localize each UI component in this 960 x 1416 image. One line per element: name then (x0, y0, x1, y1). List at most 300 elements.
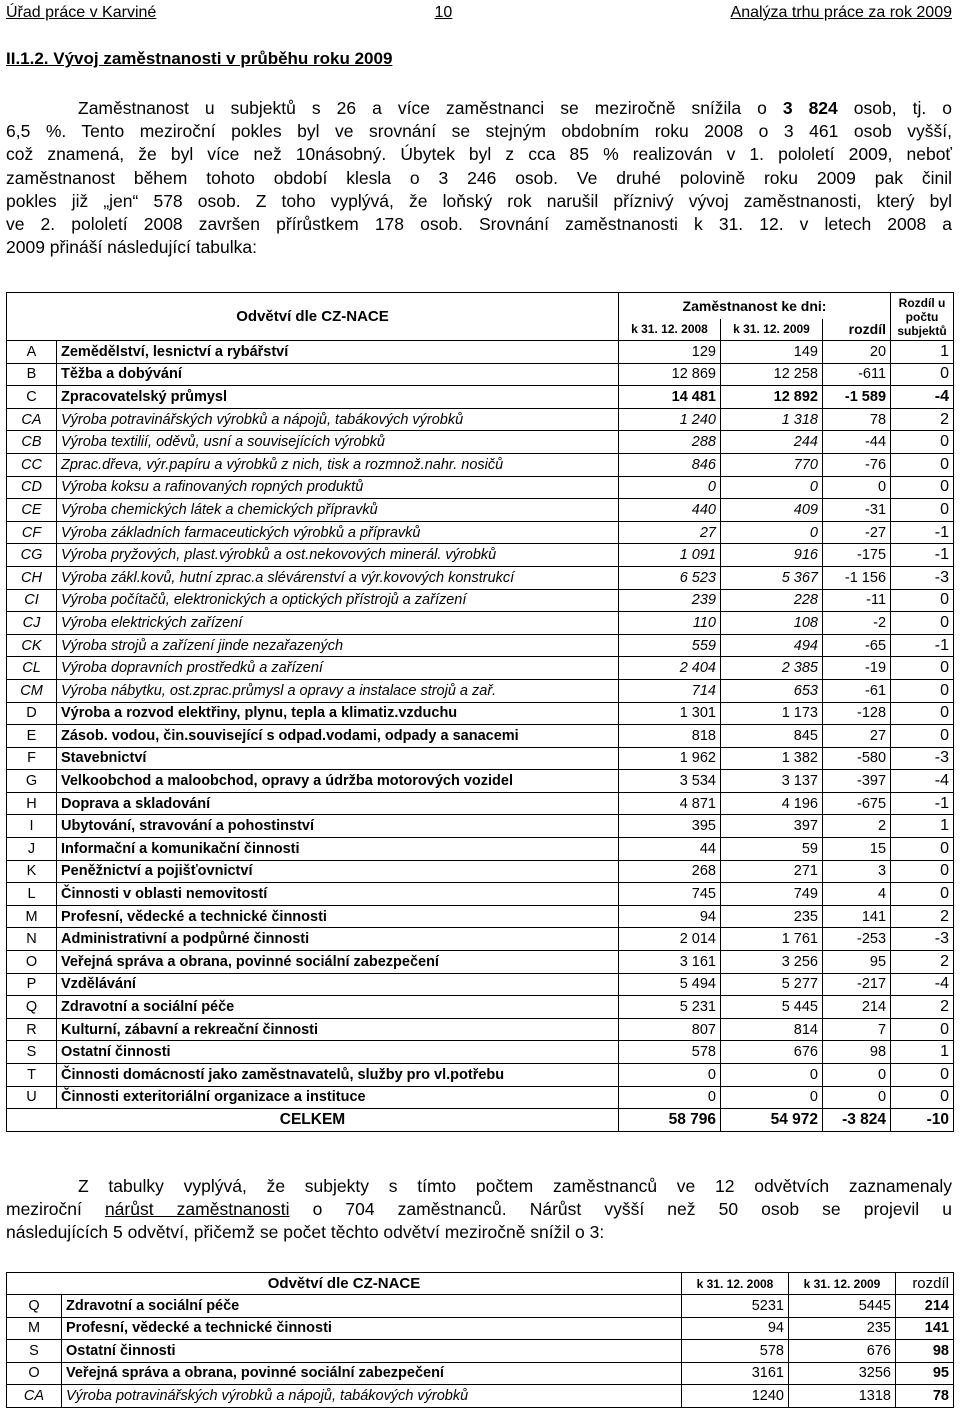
row-subjects: -4 (891, 386, 954, 409)
row-2009: 0 (721, 521, 823, 544)
row-name: Výroba elektrických zařízení (57, 612, 619, 635)
table-row (7, 453, 954, 476)
header-office: Úřad práce v Karviné (6, 4, 157, 21)
row-2009: 4 196 (721, 792, 823, 815)
table-row (7, 1018, 954, 1041)
row-code: CJ (7, 612, 57, 635)
row-code: R (7, 1018, 57, 1041)
row-code: F (7, 747, 57, 770)
row-name: Výroba pryžových, plast.výrobků a ost.nekovových minerál. výrobků (57, 544, 619, 567)
row-code: Q (7, 996, 57, 1019)
row-diff: -1 156 (823, 566, 891, 589)
row-name: Výroba koksu a rafinovaných ropných produktů (57, 476, 619, 499)
row-2008: 6 523 (619, 566, 721, 589)
row-code: CA (7, 408, 57, 431)
row-name: Zásob. vodou, čin.související s odpad.vodami, odpady a sanacemi (57, 725, 619, 748)
row-code: CD (7, 476, 57, 499)
row-name: Výroba počítačů, elektronických a optických přístrojů a zařízení (57, 589, 619, 612)
row-code: CE (7, 499, 57, 522)
intro-line: 6,5 %. Tento meziroční pokles byl ve srovnání se stejným obdobním roku 2008 o 3 461 osob vyšší, (6, 121, 952, 142)
row-2009: 653 (721, 679, 823, 702)
row-name: Činnosti v oblasti nemovitostí (57, 883, 619, 906)
row-name: Výroba zákl.kovů, hutní zprac.a slévárenství a výr.kovových konstrukcí (57, 566, 619, 589)
row-name: Zpracovatelský průmysl (57, 386, 619, 409)
table-row (7, 589, 954, 612)
row-diff: 78 (896, 1385, 954, 1408)
table-row (7, 521, 954, 544)
row-name: Doprava a skladování (57, 792, 619, 815)
section-title: II.1.2. Vývoj zaměstnanosti v průběhu roku 2009 (6, 49, 393, 68)
row-2009: 770 (721, 453, 823, 476)
row-2008: 5231 (682, 1295, 789, 1318)
t2-header-2009: k 31. 12. 2009 (789, 1273, 896, 1295)
row-subjects: -4 (891, 770, 954, 793)
row-2008: 1 091 (619, 544, 721, 567)
row-diff: 78 (823, 408, 891, 431)
row-2008: 288 (619, 431, 721, 454)
t2-header-diff: rozdíl (896, 1273, 954, 1295)
row-2009: 676 (721, 1041, 823, 1064)
row-name: Profesní, vědecké a technické činnosti (57, 905, 619, 928)
row-diff: 0 (823, 1086, 891, 1109)
row-2009: 1 318 (721, 408, 823, 431)
row-2008: 3161 (682, 1362, 789, 1385)
total-diff: -3 824 (823, 1109, 891, 1132)
row-2009: 59 (721, 838, 823, 861)
row-subjects: -3 (891, 747, 954, 770)
row-subjects: -1 (891, 634, 954, 657)
row-diff: -65 (823, 634, 891, 657)
row-subjects: -3 (891, 566, 954, 589)
row-2009: 5 445 (721, 996, 823, 1019)
header-2009: k 31. 12. 2009 (721, 319, 823, 341)
table-row (7, 996, 954, 1019)
table-row (7, 928, 954, 951)
row-diff: 95 (896, 1362, 954, 1385)
row-2008: 3 161 (619, 951, 721, 974)
row-subjects: 0 (891, 476, 954, 499)
middle-paragraph (6, 1175, 952, 1245)
row-code: CB (7, 431, 57, 454)
row-diff: 7 (823, 1018, 891, 1041)
row-name: Těžba a dobývání (57, 363, 619, 386)
row-diff: 2 (823, 815, 891, 838)
row-2009: 12 258 (721, 363, 823, 386)
row-code: S (7, 1340, 62, 1363)
row-name: Vzdělávání (57, 973, 619, 996)
intro-line: ve 2. pololetí 2008 završen přírůstkem 178 osob. Srovnání zaměstnanosti k 31. 12. v letech 2008 a (6, 214, 952, 235)
row-2008: 846 (619, 453, 721, 476)
row-code: L (7, 883, 57, 906)
row-2008: 1 962 (619, 747, 721, 770)
row-diff: -128 (823, 702, 891, 725)
row-diff: 0 (823, 476, 891, 499)
row-name: Informační a komunikační činnosti (57, 838, 619, 861)
table-row (7, 770, 954, 793)
table-row (7, 363, 954, 386)
row-2009: 397 (721, 815, 823, 838)
table-row (7, 566, 954, 589)
table-row (7, 657, 954, 680)
row-code: A (7, 341, 57, 364)
row-name: Stavebnictví (57, 747, 619, 770)
row-name: Zemědělství, lesnictví a rybářství (57, 341, 619, 364)
row-name: Výroba chemických látek a chemických přípravků (57, 499, 619, 522)
row-2008: 1 301 (619, 702, 721, 725)
row-2009: 0 (721, 1064, 823, 1087)
row-2008: 239 (619, 589, 721, 612)
row-code: CK (7, 634, 57, 657)
intro-line: zaměstnanost během tohoto období klesla o 3 246 osob. Ve druhé polovině roku 2009 pak činil (6, 167, 952, 188)
row-subjects: 0 (891, 589, 954, 612)
intro-paragraph (6, 97, 952, 259)
row-2009: 676 (789, 1340, 896, 1363)
table-row (7, 1041, 954, 1064)
row-2008: 14 481 (619, 386, 721, 409)
row-2009: 244 (721, 431, 823, 454)
row-subjects: -4 (891, 973, 954, 996)
row-subjects: 0 (891, 363, 954, 386)
table-row (7, 634, 954, 657)
row-2009: 12 892 (721, 386, 823, 409)
row-code: T (7, 1064, 57, 1087)
row-2008: 5 231 (619, 996, 721, 1019)
row-code: K (7, 860, 57, 883)
row-name: Veřejná správa a obrana, povinné sociální zabezpečení (57, 951, 619, 974)
row-name: Výroba potravinářských výrobků a nápojů, tabákových výrobků (57, 408, 619, 431)
row-2008: 110 (619, 612, 721, 635)
row-2009: 3 256 (721, 951, 823, 974)
row-2009: 1318 (789, 1385, 896, 1408)
intro-line: 2009 přináší následující tabulka: (6, 237, 257, 258)
row-name: Administrativní a podpůrné činnosti (57, 928, 619, 951)
row-2008: 1 240 (619, 408, 721, 431)
table-row (7, 476, 954, 499)
row-diff: -675 (823, 792, 891, 815)
row-name: Velkoobchod a maloobchod, opravy a údržba motorových vozidel (57, 770, 619, 793)
row-code: CM (7, 679, 57, 702)
table-row (7, 883, 954, 906)
row-diff: -61 (823, 679, 891, 702)
row-diff: -175 (823, 544, 891, 567)
row-diff: 3 (823, 860, 891, 883)
row-diff: -611 (823, 363, 891, 386)
middle-line: následujících 5 odvětví, přičemž se počet těchto odvětví meziročně snížil o 3: (6, 1222, 605, 1243)
row-code: M (7, 905, 57, 928)
table-row (7, 815, 954, 838)
header-report-title: Analýza trhu práce za rok 2009 (730, 4, 952, 21)
table-row (7, 499, 954, 522)
table-row (7, 1317, 954, 1340)
row-code: CG (7, 544, 57, 567)
row-subjects: -1 (891, 521, 954, 544)
row-code: G (7, 770, 57, 793)
row-2009: 0 (721, 1086, 823, 1109)
header-employment-group: Zaměstnanost ke dni: (619, 293, 891, 319)
row-diff: 98 (896, 1340, 954, 1363)
employment-by-sector-table (6, 292, 954, 1132)
row-subjects: 1 (891, 815, 954, 838)
row-2009: 5445 (789, 1295, 896, 1318)
table-row (7, 1385, 954, 1408)
row-diff: 0 (823, 1064, 891, 1087)
row-name: Výroba textilií, oděvů, usní a souvisejících výrobků (57, 431, 619, 454)
row-2008: 745 (619, 883, 721, 906)
page-number: 10 (434, 4, 453, 21)
row-diff: 141 (823, 905, 891, 928)
row-code: S (7, 1041, 57, 1064)
row-2009: 0 (721, 476, 823, 499)
row-2008: 94 (619, 905, 721, 928)
table-row (7, 838, 954, 861)
row-diff: 27 (823, 725, 891, 748)
row-diff: -11 (823, 589, 891, 612)
row-2009: 108 (721, 612, 823, 635)
row-subjects: 2 (891, 905, 954, 928)
row-name: Výroba základních farmaceutických výrobků a přípravků (57, 521, 619, 544)
table-row (7, 725, 954, 748)
table-row (7, 905, 954, 928)
row-code: D (7, 702, 57, 725)
row-name: Výroba potravinářských výrobků a nápojů, tabákových výrobků (62, 1385, 682, 1408)
table-row (7, 860, 954, 883)
row-code: CL (7, 657, 57, 680)
row-2009: 228 (721, 589, 823, 612)
row-subjects: 1 (891, 1041, 954, 1064)
table-row (7, 973, 954, 996)
row-2009: 1 382 (721, 747, 823, 770)
row-diff: 95 (823, 951, 891, 974)
row-2009: 3256 (789, 1362, 896, 1385)
row-subjects: 0 (891, 883, 954, 906)
table-row (7, 792, 954, 815)
row-code: O (7, 951, 57, 974)
row-name: Kulturní, zábavní a rekreační činnosti (57, 1018, 619, 1041)
table-row (7, 747, 954, 770)
row-diff: -217 (823, 973, 891, 996)
row-2009: 814 (721, 1018, 823, 1041)
row-subjects: -3 (891, 928, 954, 951)
row-2009: 5 277 (721, 973, 823, 996)
table-row (7, 431, 954, 454)
row-subjects: 0 (891, 679, 954, 702)
row-diff: -253 (823, 928, 891, 951)
row-2009: 235 (721, 905, 823, 928)
table-row (7, 544, 954, 567)
row-diff: 15 (823, 838, 891, 861)
row-name: Činnosti exteritoriální organizace a instituce (57, 1086, 619, 1109)
row-diff: -27 (823, 521, 891, 544)
row-subjects: 2 (891, 408, 954, 431)
row-2008: 5 494 (619, 973, 721, 996)
row-2008: 578 (619, 1041, 721, 1064)
t2-header-nace: Odvětví dle CZ-NACE (7, 1273, 682, 1295)
row-2008: 2 404 (619, 657, 721, 680)
row-subjects: 2 (891, 951, 954, 974)
table-row (7, 341, 954, 364)
header-nace: Odvětví dle CZ-NACE (7, 293, 619, 341)
row-2008: 1240 (682, 1385, 789, 1408)
intro-line: Zaměstnanost u subjektů s 26 a více zaměstnanci se meziročně snížila o 3 824 osob, tj. o (78, 98, 952, 118)
row-code: N (7, 928, 57, 951)
row-name: Výroba dopravních prostředků a zařízení (57, 657, 619, 680)
row-code: CC (7, 453, 57, 476)
row-2008: 12 869 (619, 363, 721, 386)
table-row (7, 679, 954, 702)
table-total-row (7, 1109, 954, 1132)
header-2008: k 31. 12. 2008 (619, 319, 721, 341)
table-row (7, 702, 954, 725)
t2-header-2008: k 31. 12. 2008 (682, 1273, 789, 1295)
row-code: B (7, 363, 57, 386)
total-2008: 58 796 (619, 1109, 721, 1132)
row-2008: 0 (619, 476, 721, 499)
row-subjects: 0 (891, 499, 954, 522)
row-code: CH (7, 566, 57, 589)
row-subjects: 2 (891, 996, 954, 1019)
row-diff: 98 (823, 1041, 891, 1064)
row-diff: -76 (823, 453, 891, 476)
table-row (7, 1362, 954, 1385)
row-subjects: 0 (891, 431, 954, 454)
row-subjects: 0 (891, 453, 954, 476)
row-2009: 271 (721, 860, 823, 883)
row-diff: 214 (896, 1295, 954, 1318)
header-subjects-diff: Rozdíl u počtu subjektů (891, 293, 954, 341)
row-diff: -44 (823, 431, 891, 454)
row-2009: 494 (721, 634, 823, 657)
row-code: C (7, 386, 57, 409)
row-diff: -580 (823, 747, 891, 770)
row-2008: 440 (619, 499, 721, 522)
row-code: Q (7, 1295, 62, 1318)
row-code: U (7, 1086, 57, 1109)
row-code: O (7, 1362, 62, 1385)
row-subjects: 0 (891, 838, 954, 861)
row-diff: 141 (896, 1317, 954, 1340)
row-name: Veřejná správa a obrana, povinné sociální zabezpečení (62, 1362, 682, 1385)
table-row (7, 951, 954, 974)
table-row (7, 612, 954, 635)
row-2009: 1 761 (721, 928, 823, 951)
row-2008: 2 014 (619, 928, 721, 951)
row-name: Peněžnictví a pojišťovnictví (57, 860, 619, 883)
row-subjects: 0 (891, 1064, 954, 1087)
intro-line: což znamená, že byl více než 10násobný. Úbytek byl z cca 85 % realizován v 1. pololetí 2009, neboť (6, 144, 952, 165)
row-name: Výroba strojů a zařízení jinde nezařazených (57, 634, 619, 657)
row-2008: 3 534 (619, 770, 721, 793)
row-code: P (7, 973, 57, 996)
row-diff: -1 589 (823, 386, 891, 409)
row-diff: -2 (823, 612, 891, 635)
row-subjects: 0 (891, 612, 954, 635)
row-2008: 268 (619, 860, 721, 883)
row-name: Profesní, vědecké a technické činnosti (62, 1317, 682, 1340)
row-2008: 807 (619, 1018, 721, 1041)
row-2008: 714 (619, 679, 721, 702)
row-diff: -397 (823, 770, 891, 793)
header-diff: rozdíl (823, 319, 891, 341)
table-row (7, 386, 954, 409)
row-name: Činnosti domácností jako zaměstnavatelů, služby pro vl.potřebu (57, 1064, 619, 1087)
row-2008: 578 (682, 1340, 789, 1363)
row-diff: -19 (823, 657, 891, 680)
row-name: Výroba a rozvod elektřiny, plynu, tepla a klimatiz.vzduchu (57, 702, 619, 725)
row-code: CA (7, 1385, 62, 1408)
table-row (7, 408, 954, 431)
row-2008: 818 (619, 725, 721, 748)
row-code: H (7, 792, 57, 815)
row-2008: 129 (619, 341, 721, 364)
table-row (7, 1064, 954, 1087)
row-name: Výroba nábytku, ost.zprac.průmysl a opravy a instalace strojů a zař. (57, 679, 619, 702)
row-subjects: 0 (891, 1018, 954, 1041)
row-subjects: 1 (891, 341, 954, 364)
row-2009: 845 (721, 725, 823, 748)
row-name: Ubytování, stravování a pohostinství (57, 815, 619, 838)
intro-line: pokles již „jen“ 578 osob. Z toho vyplývá, že loňský rok narušil příznivý vývoj zaměstnanosti, který byl (6, 190, 952, 211)
row-2009: 5 367 (721, 566, 823, 589)
row-diff: -31 (823, 499, 891, 522)
row-name: Zprac.dřeva, výr.papíru a výrobků z nich, tisk a rozmnož.nahr. nosičů (57, 453, 619, 476)
row-name: Ostatní činnosti (57, 1041, 619, 1064)
total-2009: 54 972 (721, 1109, 823, 1132)
row-name: Zdravotní a sociální péče (62, 1295, 682, 1318)
row-2009: 3 137 (721, 770, 823, 793)
row-2008: 0 (619, 1086, 721, 1109)
row-name: Ostatní činnosti (62, 1340, 682, 1363)
row-subjects: -1 (891, 792, 954, 815)
row-2008: 395 (619, 815, 721, 838)
middle-line: Z tabulky vyplývá, že subjekty s tímto počtem zaměstnanců ve 12 odvětvích zaznamenaly (78, 1176, 952, 1196)
row-name: Zdravotní a sociální péče (57, 996, 619, 1019)
table-row (7, 1340, 954, 1363)
total-subjects: -10 (891, 1109, 954, 1132)
table-row (7, 1086, 954, 1109)
row-subjects: 0 (891, 702, 954, 725)
row-2009: 916 (721, 544, 823, 567)
row-code: I (7, 815, 57, 838)
row-2008: 4 871 (619, 792, 721, 815)
row-diff: 4 (823, 883, 891, 906)
row-subjects: -1 (891, 544, 954, 567)
row-2009: 409 (721, 499, 823, 522)
row-diff: 20 (823, 341, 891, 364)
row-code: E (7, 725, 57, 748)
row-subjects: 0 (891, 1086, 954, 1109)
row-2009: 2 385 (721, 657, 823, 680)
middle-line: meziroční nárůst zaměstnanosti o 704 zaměstnanců. Nárůst vyšší než 50 osob se projevil u (6, 1199, 952, 1220)
row-diff: 214 (823, 996, 891, 1019)
row-code: CI (7, 589, 57, 612)
table-row (7, 1295, 954, 1318)
row-2009: 149 (721, 341, 823, 364)
growth-sectors-table (6, 1272, 954, 1408)
total-label: CELKEM (7, 1109, 619, 1132)
row-2009: 1 173 (721, 702, 823, 725)
row-code: J (7, 838, 57, 861)
row-2008: 94 (682, 1317, 789, 1340)
row-subjects: 0 (891, 860, 954, 883)
row-subjects: 0 (891, 657, 954, 680)
row-2008: 27 (619, 521, 721, 544)
row-subjects: 0 (891, 725, 954, 748)
row-2009: 235 (789, 1317, 896, 1340)
row-code: CF (7, 521, 57, 544)
row-2008: 0 (619, 1064, 721, 1087)
row-2009: 749 (721, 883, 823, 906)
page-header (6, 4, 952, 26)
